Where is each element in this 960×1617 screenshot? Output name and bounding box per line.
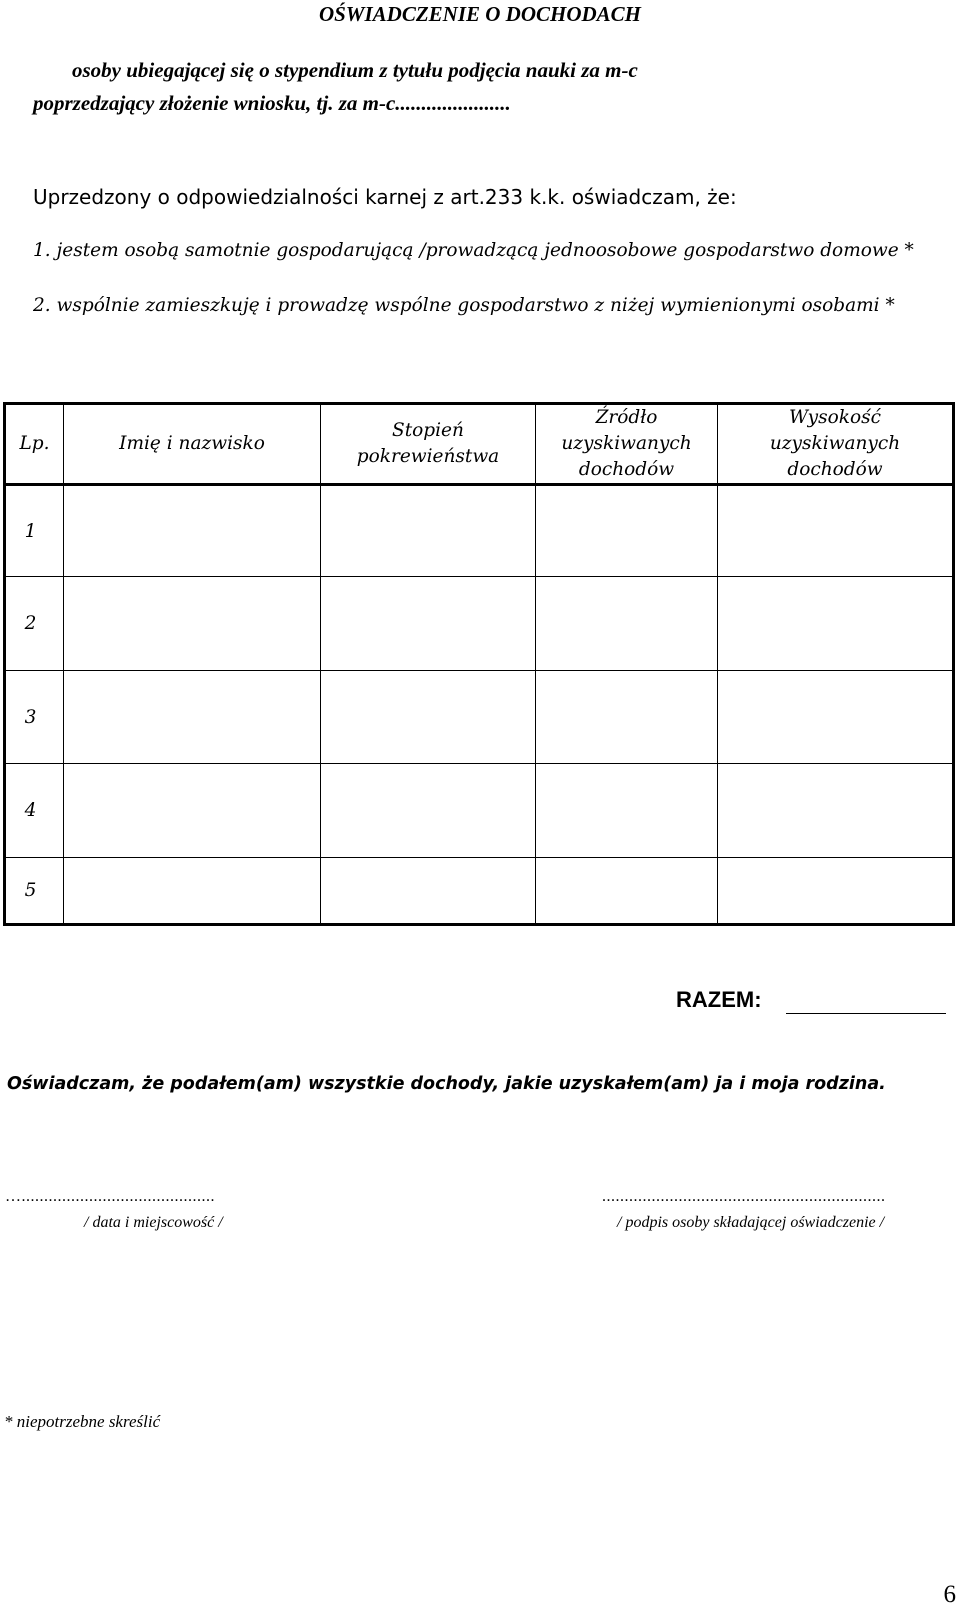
header-source-line-3: dochodów — [578, 459, 675, 480]
header-source-line-2: uzyskiwanych — [561, 433, 692, 454]
source-field[interactable] — [536, 577, 718, 671]
header-source — [536, 405, 718, 486]
row-number: 4 — [6, 764, 64, 858]
row-number: 3 — [6, 671, 64, 764]
amount-field[interactable] — [718, 764, 952, 858]
amount-field[interactable] — [718, 858, 952, 923]
footnote: * niepotrzebne skreślić — [4, 1412, 161, 1431]
header-name-text: Imię i nazwisko — [119, 433, 265, 454]
date-place-caption: / data i miejscowość / — [84, 1214, 223, 1231]
header-amount-line-1: Wysokość — [789, 407, 881, 428]
source-field[interactable] — [536, 764, 718, 858]
subtitle-line-1: osoby ubiegającej się o stypendium z tytułu podjęcia nauki za m-c — [72, 58, 638, 82]
option-1: 1. jestem osobą samotnie gospodarującą /prowadzącą jednoosobowe gospodarstwo domowe * — [33, 240, 914, 261]
amount-field[interactable] — [718, 486, 952, 577]
relation-field[interactable] — [321, 764, 536, 858]
header-lp — [6, 405, 64, 486]
name-field[interactable] — [64, 764, 321, 858]
relation-field[interactable] — [321, 858, 536, 923]
intro-statement: Uprzedzony o odpowiedzialności karnej z art.233 k.k. oświadczam, że: — [33, 185, 737, 209]
signature-caption: / podpis osoby składającej oświadczenie / — [617, 1214, 885, 1231]
name-field[interactable] — [64, 671, 321, 764]
total-field[interactable] — [786, 1013, 946, 1015]
header-relation-line-1: Stopień — [392, 420, 464, 441]
header-source-line-1: Źródło — [595, 407, 658, 428]
source-field[interactable] — [536, 858, 718, 923]
source-field[interactable] — [536, 671, 718, 764]
name-field[interactable] — [64, 858, 321, 923]
header-amount — [718, 405, 952, 486]
relation-field[interactable] — [321, 577, 536, 671]
header-relation-line-2: pokrewieństwa — [356, 446, 500, 467]
header-lp-text: Lp. — [19, 433, 50, 454]
header-amount-line-3: dochodów — [787, 459, 883, 480]
total-label: RAZEM: — [676, 987, 762, 1012]
income-table — [3, 402, 955, 926]
option-2: 2. wspólnie zamieszkuję i prowadzę wspólne gospodarstwo z niżej wymienionymi osobami * — [33, 295, 895, 316]
document-title: OŚWIADCZENIE O DOCHODACH — [318, 2, 642, 26]
name-field[interactable] — [64, 486, 321, 577]
row-number: 2 — [6, 577, 64, 671]
source-field[interactable] — [536, 486, 718, 577]
name-field[interactable] — [64, 577, 321, 671]
header-relation — [321, 405, 536, 486]
row-number: 5 — [6, 858, 64, 923]
signature-field[interactable]: ............................................................... — [602, 1188, 886, 1205]
date-place-field[interactable]: …........................................... — [5, 1188, 215, 1205]
relation-field[interactable] — [321, 671, 536, 764]
header-name — [64, 405, 321, 486]
amount-field[interactable] — [718, 577, 952, 671]
header-amount-line-2: uzyskiwanych — [769, 433, 901, 454]
page-number: 6 — [943, 1581, 956, 1608]
amount-field[interactable] — [718, 671, 952, 764]
subtitle-line-2: poprzedzający złożenie wniosku, tj. za m-c...................... — [33, 91, 511, 115]
row-number: 1 — [6, 486, 64, 577]
declaration-text: Oświadczam, że podałem(am) wszystkie dochody, jakie uzyskałem(am) ja i moja rodzina. — [7, 1074, 886, 1094]
relation-field[interactable] — [321, 486, 536, 577]
